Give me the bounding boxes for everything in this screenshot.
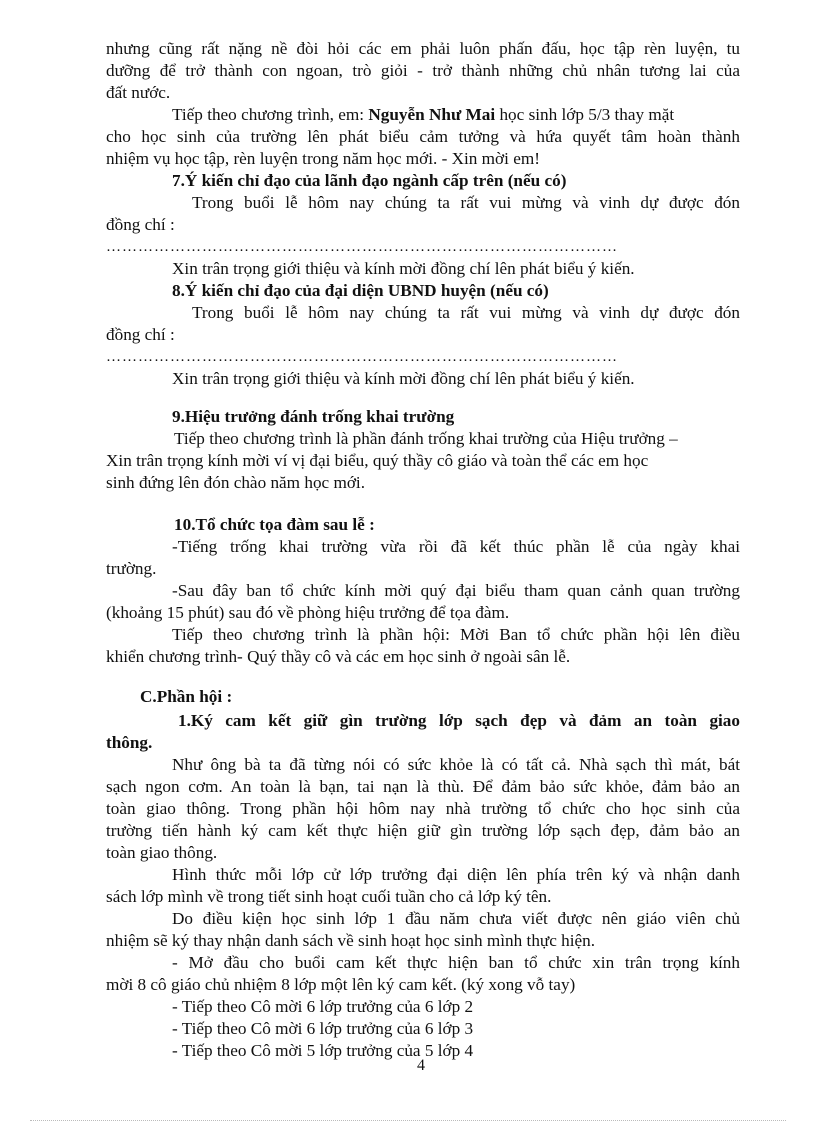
- text-line: (khoảng 15 phút) sau đó về phòng hiệu trưởng để tọa đàm.: [106, 603, 510, 622]
- text-line: dưỡng để trở thành con ngoan, trò giỏi - trở thành những chủ nhân tương lai của: [106, 61, 740, 80]
- text-line: Xin trân trọng giới thiệu và kính mời đồng chí lên phát biểu ý kiến.: [172, 259, 635, 278]
- text-line: [172, 104, 740, 126]
- text-line: sạch ngon cơm. An toàn là bạn, tai nạn là thù. Để đảm bảo sức khỏe, đảm bảo an: [106, 777, 740, 796]
- student-name: Nguyễn Như Mai: [368, 105, 496, 124]
- subsection-heading-c1: 1.Ký cam kết giữ gìn trường lớp sạch đẹp và đảm an toàn giao: [178, 711, 740, 730]
- text-line: Tiếp theo chương trình là phần hội: Mời Ban tổ chức phần hội lên điều: [172, 625, 740, 644]
- subsection-heading-c1-cont: thông.: [106, 733, 153, 752]
- text-line: Do điều kiện học sinh lớp 1 đầu năm chưa viết được nên giáo viên chủ: [172, 909, 740, 928]
- page-number: 4: [417, 1057, 425, 1074]
- text-line: khiển chương trình- Quý thầy cô và các em học sinh ở ngoài sân lễ.: [106, 647, 571, 666]
- section-heading-10: 10.Tổ chức tọa đàm sau lễ :: [174, 515, 375, 534]
- section-heading-7: 7.Ý kiến chỉ đạo của lãnh đạo ngành cấp trên (nếu có): [172, 171, 567, 190]
- text-line: mời 8 cô giáo chủ nhiệm 8 lớp một lên ký cam kết. (ký xong vỗ tay): [106, 975, 576, 994]
- text-line: nhiệm sẽ ký thay nhận danh sách về sinh hoạt học sinh mình thực hiện.: [106, 931, 596, 950]
- list-item: - Tiếp theo Cô mời 6 lớp trưởng của 6 lớp 3: [172, 1019, 474, 1038]
- dotted-fill-line: ……………………………………………………………………………………: [106, 239, 618, 255]
- text-line: - Mở đầu cho buổi cam kết thực hiện ban tổ chức xin trân trọng kính: [172, 953, 740, 972]
- text-line: Xin trân trọng giới thiệu và kính mời đồng chí lên phát biểu ý kiến.: [172, 369, 635, 388]
- text-line: Như ông bà ta đã từng nói có sức khỏe là có tất cả. Nhà sạch thì mát, bát: [172, 755, 740, 774]
- text-line: sách lớp mình về trong tiết sinh hoạt cuối tuần cho cả lớp ký tên.: [106, 887, 552, 906]
- page-edge-divider: [30, 1120, 786, 1121]
- text-line: trường.: [106, 559, 157, 578]
- list-item: - Tiếp theo Cô mời 5 lớp trưởng của 5 lớp 4: [172, 1041, 474, 1060]
- text-line: toàn giao thông. Trong phần hội hôm nay nhà trường tổ chức cho học sinh của: [106, 799, 740, 818]
- text-span: học sinh lớp 5/3 thay mặt: [495, 105, 675, 124]
- section-heading-8: 8.Ý kiến chỉ đạo của đại diện UBND huyện (nếu có): [172, 281, 549, 300]
- text-line: Hình thức mỗi lớp cử lớp trưởng đại diện lên phía trên ký và nhận danh: [172, 865, 740, 884]
- text-line: đồng chí :: [106, 215, 175, 234]
- text-line: trường tiến hành ký cam kết thực hiện giữ gìn trường lớp sạch đẹp, đảm bảo an: [106, 821, 740, 840]
- text-line: Trong buổi lễ hôm nay chúng ta rất vui mừng và vinh dự được đón: [192, 193, 740, 212]
- text-line: nhiệm vụ học tập, rèn luyện trong năm học mới. - Xin mời em!: [106, 149, 540, 168]
- text-line: -Tiếng trống khai trường vừa rồi đã kết thúc phần lễ của ngày khai: [172, 537, 740, 556]
- section-heading-9: 9.Hiệu trưởng đánh trống khai trường: [172, 407, 455, 426]
- list-item: - Tiếp theo Cô mời 6 lớp trưởng của 6 lớp 2: [172, 997, 474, 1016]
- text-line: sinh đứng lên đón chào năm học mới.: [106, 473, 365, 492]
- text-line: Trong buổi lễ hôm nay chúng ta rất vui mừng và vinh dự được đón: [192, 303, 740, 322]
- text-line: Tiếp theo chương trình là phần đánh trống khai trường của Hiệu trưởng –: [174, 429, 678, 448]
- section-heading-c: C.Phần hội :: [140, 687, 233, 706]
- text-line: cho học sinh của trường lên phát biểu cảm tưởng và hứa quyết tâm hoàn thành: [106, 127, 740, 146]
- text-line: nhưng cũng rất nặng nề đòi hỏi các em phải luôn phấn đấu, học tập rèn luyện, tu: [106, 39, 740, 58]
- dotted-fill-line: ……………………………………………………………………………………: [106, 349, 618, 365]
- text-line: Xin trân trọng kính mời ví vị đại biểu, quý thầy cô giáo và toàn thể các em học: [106, 451, 649, 470]
- text-line: đồng chí :: [106, 325, 175, 344]
- text-line: đất nước.: [106, 83, 171, 102]
- text-line: -Sau đây ban tổ chức kính mời quý đại biểu tham quan cảnh quan trường: [172, 581, 740, 600]
- text-span: Tiếp theo chương trình, em:: [172, 105, 369, 124]
- text-line: toàn giao thông.: [106, 843, 218, 862]
